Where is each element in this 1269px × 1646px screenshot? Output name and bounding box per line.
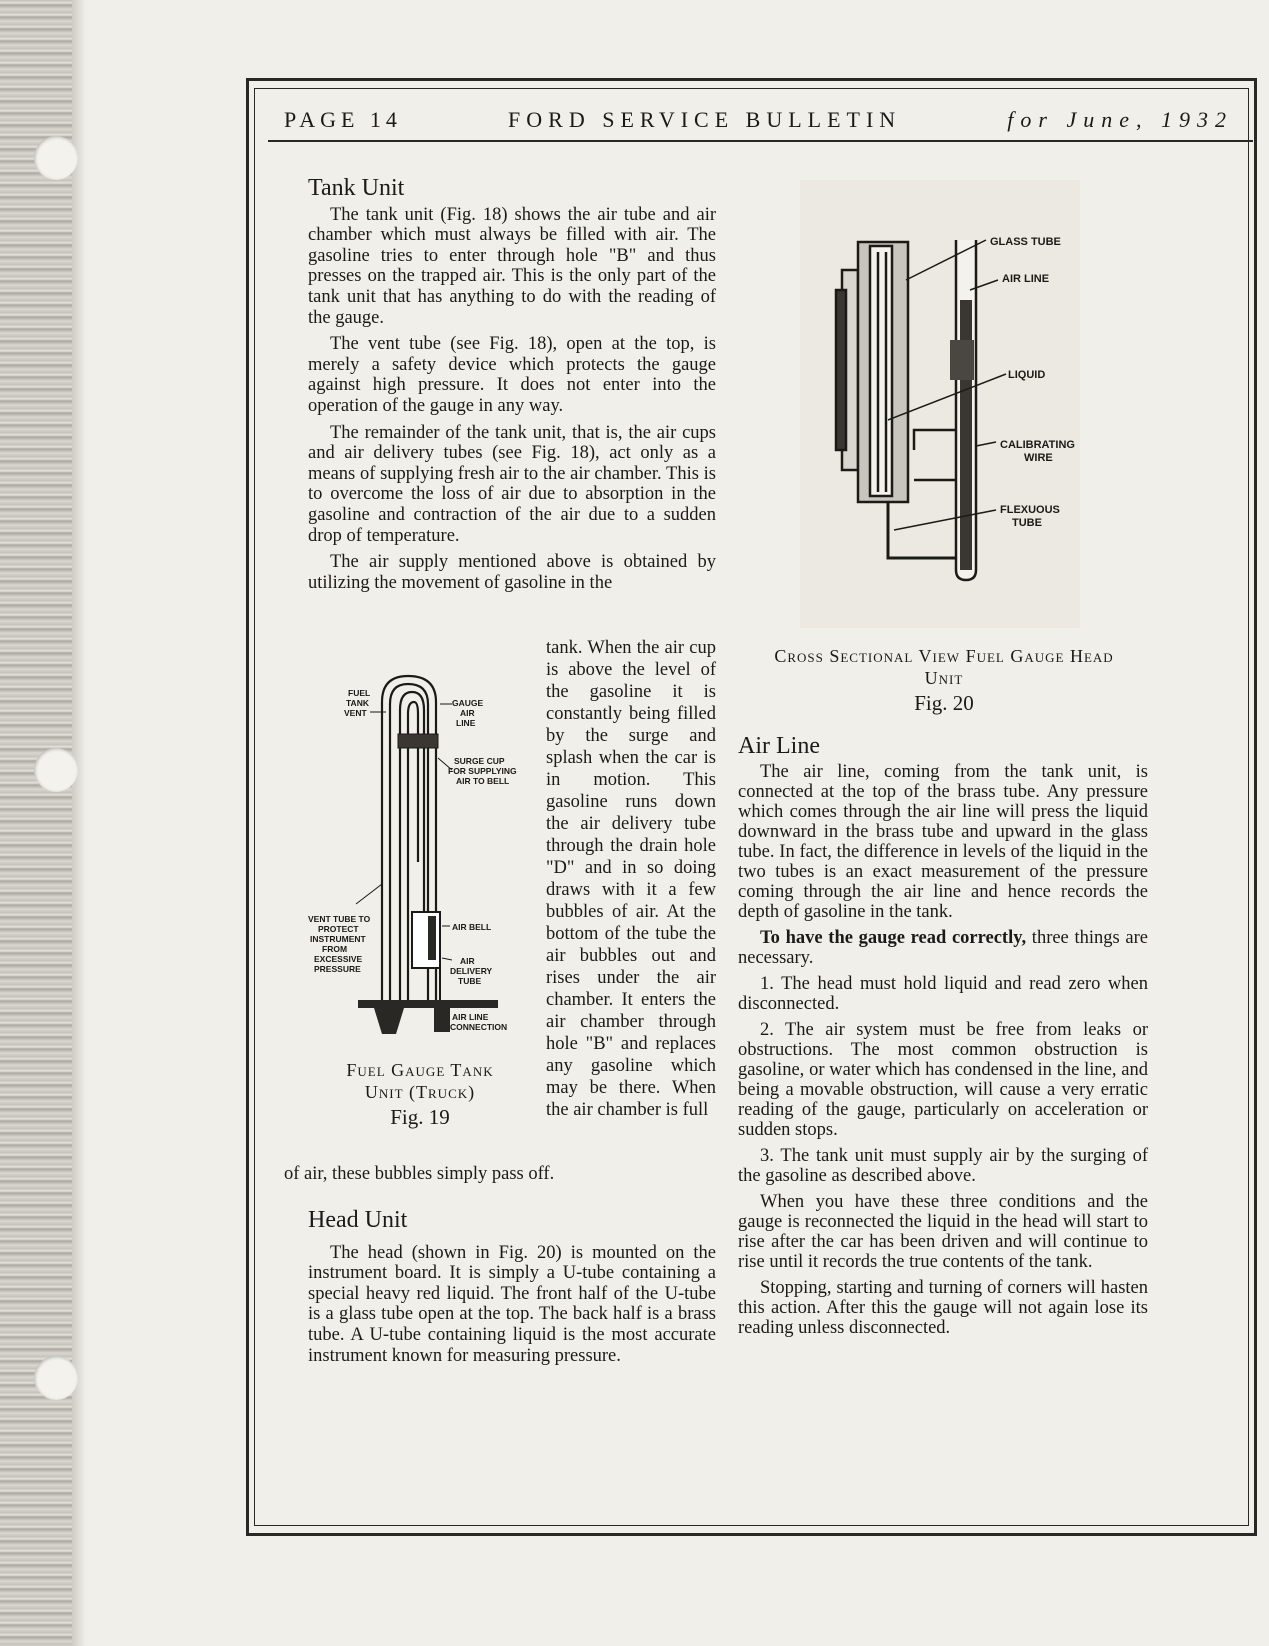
label-surge-cup: AIR TO BELL xyxy=(456,776,510,786)
label-vent-tube: PROTECT xyxy=(318,924,359,934)
label-gauge-air-line: AIR xyxy=(460,708,475,718)
air-line-text: three things are necessary. xyxy=(738,928,1148,968)
bulletin-header xyxy=(268,100,1253,142)
fig19-caption-line: Fuel Gauge Tank xyxy=(346,1060,494,1080)
label-surge-cup: SURGE CUP xyxy=(454,756,505,766)
label-calibrating-wire: WIRE xyxy=(1024,452,1053,464)
air-line-heading: Air Line xyxy=(738,733,820,759)
fig20-number: Fig. 20 xyxy=(914,691,974,715)
label-surge-cup: FOR SUPPLYING xyxy=(448,766,517,776)
fig20-caption-line: Unit xyxy=(924,668,964,688)
label-fuel-tank-vent: VENT xyxy=(344,708,367,718)
label-air-bell: AIR BELL xyxy=(452,922,492,932)
fig20-caption xyxy=(738,645,1150,689)
fuel-gauge-tank-unit-illustration xyxy=(300,662,540,1042)
tank-unit-closing xyxy=(284,1164,716,1185)
label-vent-tube: FROM xyxy=(322,944,348,954)
label-air-line-connection: AIR LINE xyxy=(452,1012,489,1022)
fig19-caption xyxy=(300,1059,540,1103)
tank-unit-wrapped-text: tank. When the air cup is above the level of the gasoline it is constantly being filled by the surge and splash when the car is in motion. This gasoline runs down the air delivery tube through the drain hole "D" and in so doing draws with it a few bubbles of air. At the bottom of the tube the air bubbles out and rises under the air chamber. It enters the air chamber through hole "B" and replaces any gasoline which may be there. When the air chamber is full xyxy=(546,638,716,1120)
punch-hole xyxy=(34,1356,78,1400)
fig20-caption-line: Cross Sectional View Fuel Gauge Head xyxy=(774,646,1114,666)
air-line-paragraph: Stopping, starting and turning of corners will hasten this action. After this the gauge will not again lose its reading unless disconnected. xyxy=(738,1278,1148,1338)
tank-unit-heading: Tank Unit xyxy=(308,175,405,201)
punch-hole xyxy=(34,136,78,180)
tank-unit-closing-text: of air, these bubbles simply pass off. xyxy=(284,1164,555,1184)
punch-hole xyxy=(34,748,78,792)
bulletin-title: FORD SERVICE BULLETIN xyxy=(508,107,902,132)
fig19-caption-line: Unit (Truck) xyxy=(364,1082,476,1102)
label-flexuous-tube: TUBE xyxy=(1012,517,1042,529)
label-glass-tube: GLASS TUBE xyxy=(990,236,1061,248)
label-gauge-air-line: LINE xyxy=(456,718,476,728)
air-line-paragraph xyxy=(738,928,1148,968)
label-air-delivery-tube: DELIVERY xyxy=(450,966,493,976)
fuel-gauge-head-unit-illustration xyxy=(738,180,1150,628)
label-fuel-tank-vent: TANK xyxy=(346,698,369,708)
tank-unit-paragraph: The remainder of the tank unit, that is, the air cups and air delivery tubes (see Fig. 18), act only as a means of supplying fresh air to the air chamber. This is to overcome the loss of air due to absorption in the gasoline and contraction of the air due to a sudden drop of temperature. xyxy=(308,422,716,546)
head-unit-heading: Head Unit xyxy=(308,1207,408,1233)
label-vent-tube: INSTRUMENT xyxy=(310,934,366,944)
label-vent-tube: PRESSURE xyxy=(314,964,361,974)
requirement-item: 3. The tank unit must supply air by the surging of the gasoline as described above. xyxy=(738,1146,1148,1186)
label-vent-tube: VENT TUBE TO xyxy=(308,914,371,924)
air-line-bold-lead: To have the gauge read correctly, xyxy=(760,928,1027,948)
label-air-line-connection: CONNECTION xyxy=(450,1022,508,1032)
label-calibrating-wire: CALIBRATING xyxy=(1000,439,1075,451)
label-fuel-tank-vent: FUEL xyxy=(348,688,371,698)
tank-unit-paragraph: The air supply mentioned above is obtained by utilizing the movement of gasoline in the xyxy=(308,552,716,593)
head-unit-paragraph: The head (shown in Fig. 20) is mounted on the instrument board. It is simply a U-tube containing a special heavy red liquid. The front half of the U-tube is a glass tube open at the top. The back half is a brass tube. A U-tube containing liquid is the most accurate instrument known for measuring pressure. xyxy=(308,1242,716,1366)
label-vent-tube: EXCESSIVE xyxy=(314,954,363,964)
air-line-paragraph: When you have these three conditions and the gauge is reconnected the liquid in the head will start to rise after the car has been driven and will continue to rise until it records the true contents of the tank. xyxy=(738,1192,1148,1272)
page-number: PAGE 14 xyxy=(284,107,402,132)
fig19-figure xyxy=(300,662,540,1142)
air-line-section xyxy=(738,733,1148,1344)
tank-unit-paragraph: The tank unit (Fig. 18) shows the air tube and air chamber which must always be filled with air. The gasoline tries to enter through hole "B" and thus presses on the trapped air. This is the only part of the tank unit that has anything to do with the reading of the gauge. xyxy=(308,204,716,328)
label-liquid: LIQUID xyxy=(1008,369,1046,381)
label-air-delivery-tube: TUBE xyxy=(458,976,482,986)
fig19-number: Fig. 19 xyxy=(390,1105,450,1129)
head-unit-section xyxy=(308,1207,716,1372)
label-air-line: AIR LINE xyxy=(1002,273,1050,285)
label-air-delivery-tube: AIR xyxy=(460,956,475,966)
tank-unit-paragraph: The vent tube (see Fig. 18), open at the top, is merely a safety device which protects the gauge against high pressure. It does not enter into the operation of the gauge in any way. xyxy=(308,334,716,416)
tank-unit-section xyxy=(308,175,716,593)
requirement-item: 1. The head must hold liquid and read zero when disconnected. xyxy=(738,974,1148,1014)
label-gauge-air-line: GAUGE xyxy=(452,698,484,708)
bulletin-date: for June, 1932 xyxy=(1007,107,1233,132)
fig20-figure xyxy=(738,180,1150,716)
requirement-item: 2. The air system must be free from leaks or obstructions. The most common obstruction is gasoline, or water which has condensed in the line, and being a movable obstruction, will cause a very erratic reading of the gauge, particularly on acceleration or sudden stops. xyxy=(738,1020,1148,1140)
air-line-paragraph: The air line, coming from the tank unit, is connected at the top of the brass tube. Any pressure which comes through the air line will press the liquid downward in the brass tube and upward in the glass tube. In fact, the difference in levels of the liquid in the two tubes is an exact measurement of the pressure coming through the air line and hence records the depth of gasoline in the tank. xyxy=(738,762,1148,922)
label-flexuous-tube: FLEXUOUS xyxy=(1000,504,1060,516)
